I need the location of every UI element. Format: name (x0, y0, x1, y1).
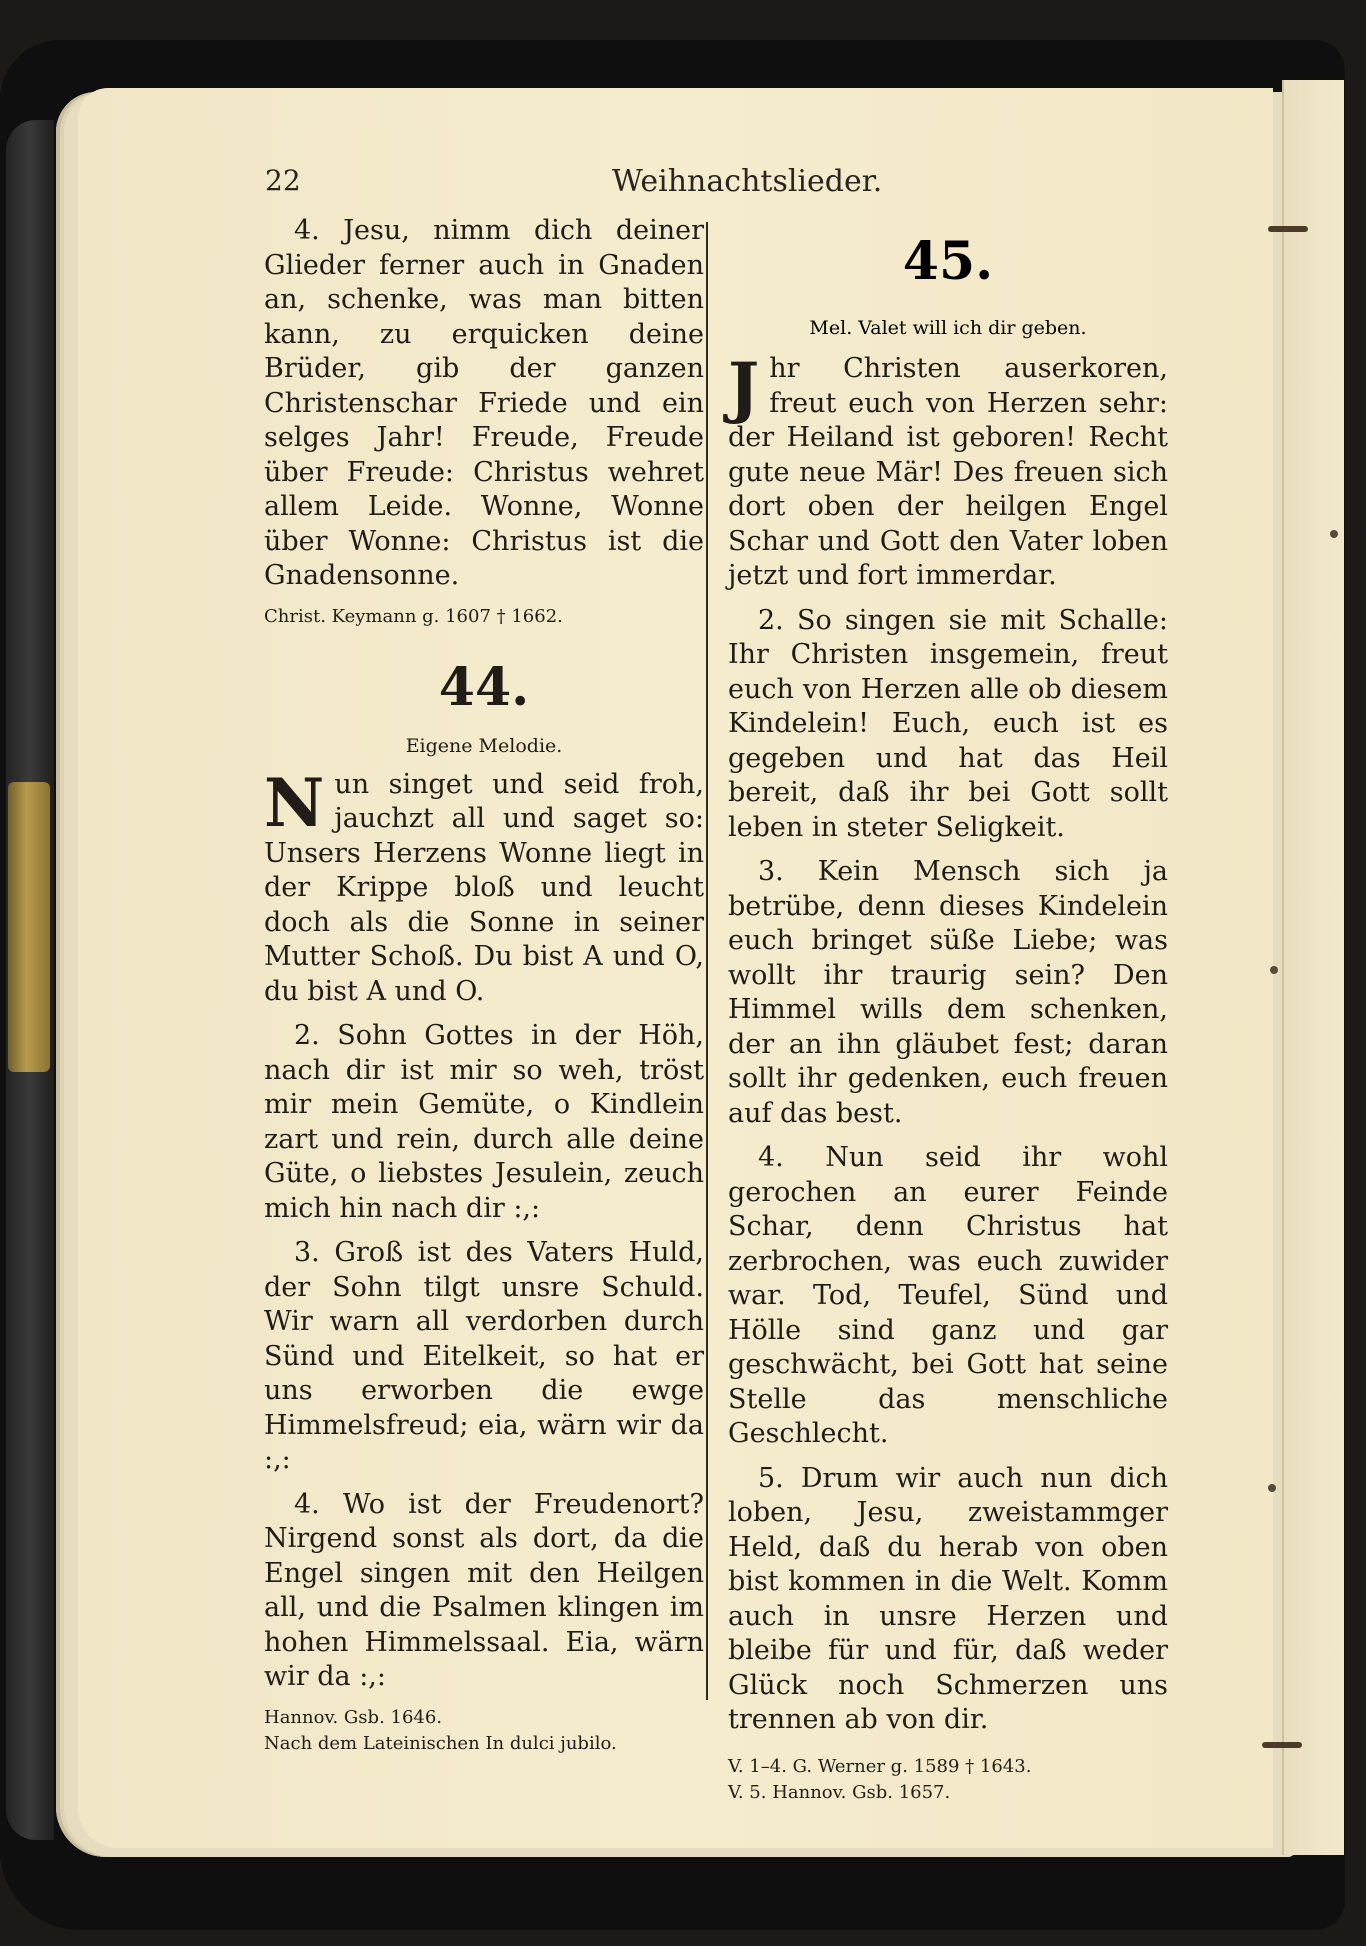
column-divider (706, 222, 708, 1700)
verse-text: 2. Sohn Gottes in der Höh, nach dir ist mir so weh, tröst mir mein Gemüte, o Kindlein zart und rein, durch alle deine Güte, o liebstes Jesulein, zeuch mich hin nach dir :,: (264, 1020, 704, 1224)
verse-text: 4. Nun seid ihr wohl gerochen an eurer Feinde Schar, denn Christus hat zerbrochen, was euch zuwider war. Tod, Teufel, Sünd und Hölle sind ganz und gar geschwächt, bei Gott hat seine Stelle das menschliche Geschlecht. (728, 1142, 1168, 1449)
drop-cap: N (264, 763, 325, 842)
verse-text: 2. So singen sie mit Schalle: Ihr Christen insgemein, freut euch von Herzen alle ob diesem Kindelein! Euch, euch ist es gegeben und hat das Heil bereit, daß ihr bei Gott sollt leben in steter Seligkeit. (728, 604, 1168, 843)
hymn-number: 44. (438, 656, 530, 718)
brass-clasp (8, 782, 50, 1072)
hymn-number: 45. (902, 231, 994, 292)
page-title: Weihnachtslieder. (612, 164, 883, 199)
verse-text: 3. Groß ist des Vaters Huld, der Sohn tilgt unsre Schuld. Wir warn all verdorben durch Sünd und Eitelkeit, so hat er uns erworben die ewge Himmelsfreud; eia, wärn wir da :,: (264, 1237, 704, 1475)
page-speck (1270, 966, 1278, 974)
attribution: Hannov. Gsb. 1646. (264, 1706, 443, 1728)
left-column (264, 214, 704, 1757)
verse-text: 4. Jesu, nimm dich deiner Glieder ferner auch in Gnaden an, schenke, was man bitten kann, zu erquicken deine Brüder, gib der ganzen Christenschar Friede und ein selges Jahr! Freude, Freude über Freude: Christus wehret allem Leide. Wonne, Wonne über Wonne: Christus ist die Gnadensonne. (264, 215, 704, 591)
melody-note: Mel. Valet will ich dir geben. (809, 317, 1087, 339)
verse-text: 4. Wo ist der Freudenort? Nirgend sonst als dort, da die Engel singen mit den Heilgen all, und die Psalmen klingen im hohen Himmelssaal. Eia, wärn wir da :,: (264, 1488, 704, 1692)
page-speck (1330, 530, 1338, 538)
melody-note: Eigene Melodie. (405, 734, 563, 757)
binding-thread (1262, 1742, 1302, 1748)
verse-body: un singet und seid froh, jauchzt all und saget so: Unsers Herzens Wonne liegt in der Krippe bloß und leucht doch als die Sonne in seiner Mutter Schoß. Du bist A und O, du bist A und O. (264, 768, 704, 1007)
verse-text: 3. Kein Mensch sich ja betrübe, denn dieses Kindelein euch bringet süße Liebe; was wollt ihr traurig sein? Den Himmel wills dem schenken, der an ihn gläubet fest; daran sollt ihr gedenken, euch freuen auf das best. (728, 856, 1168, 1129)
verse-text: 5. Drum wir auch nun dich loben, Jesu, zweistammger Held, daß du herab von oben bist kommen in die Welt. Komm auch in unsre Herzen und bleibe für und für, daß weder Glück noch Schmerzen uns trennen ab von dir. (728, 1462, 1168, 1735)
verse-text (264, 763, 704, 1010)
page-number: 22 (265, 164, 301, 197)
binding-thread (1268, 226, 1308, 232)
verse-text (728, 348, 1168, 594)
attribution: V. 5. Hannov. Gsb. 1657. (728, 1781, 951, 1803)
attribution: V. 1–4. G. Werner g. 1589 † 1643. (728, 1755, 1032, 1777)
verse-body: hr Christen auserkoren, freut euch von Herzen sehr: der Heiland ist geboren! Recht gute neue Mär! Des freuen sich dort oben der heilgen Engel Schar und Gott den Vater loben jetzt und fort immerdar. (728, 353, 1168, 591)
drop-cap: J (728, 348, 760, 426)
right-column (728, 348, 1168, 1806)
attribution: Nach dem Lateinischen In dulci jubilo. (264, 1732, 617, 1754)
attribution: Christ. Keymann g. 1607 † 1662. (264, 605, 563, 627)
next-page-edge (1282, 80, 1344, 1855)
page-speck (1268, 1484, 1276, 1492)
